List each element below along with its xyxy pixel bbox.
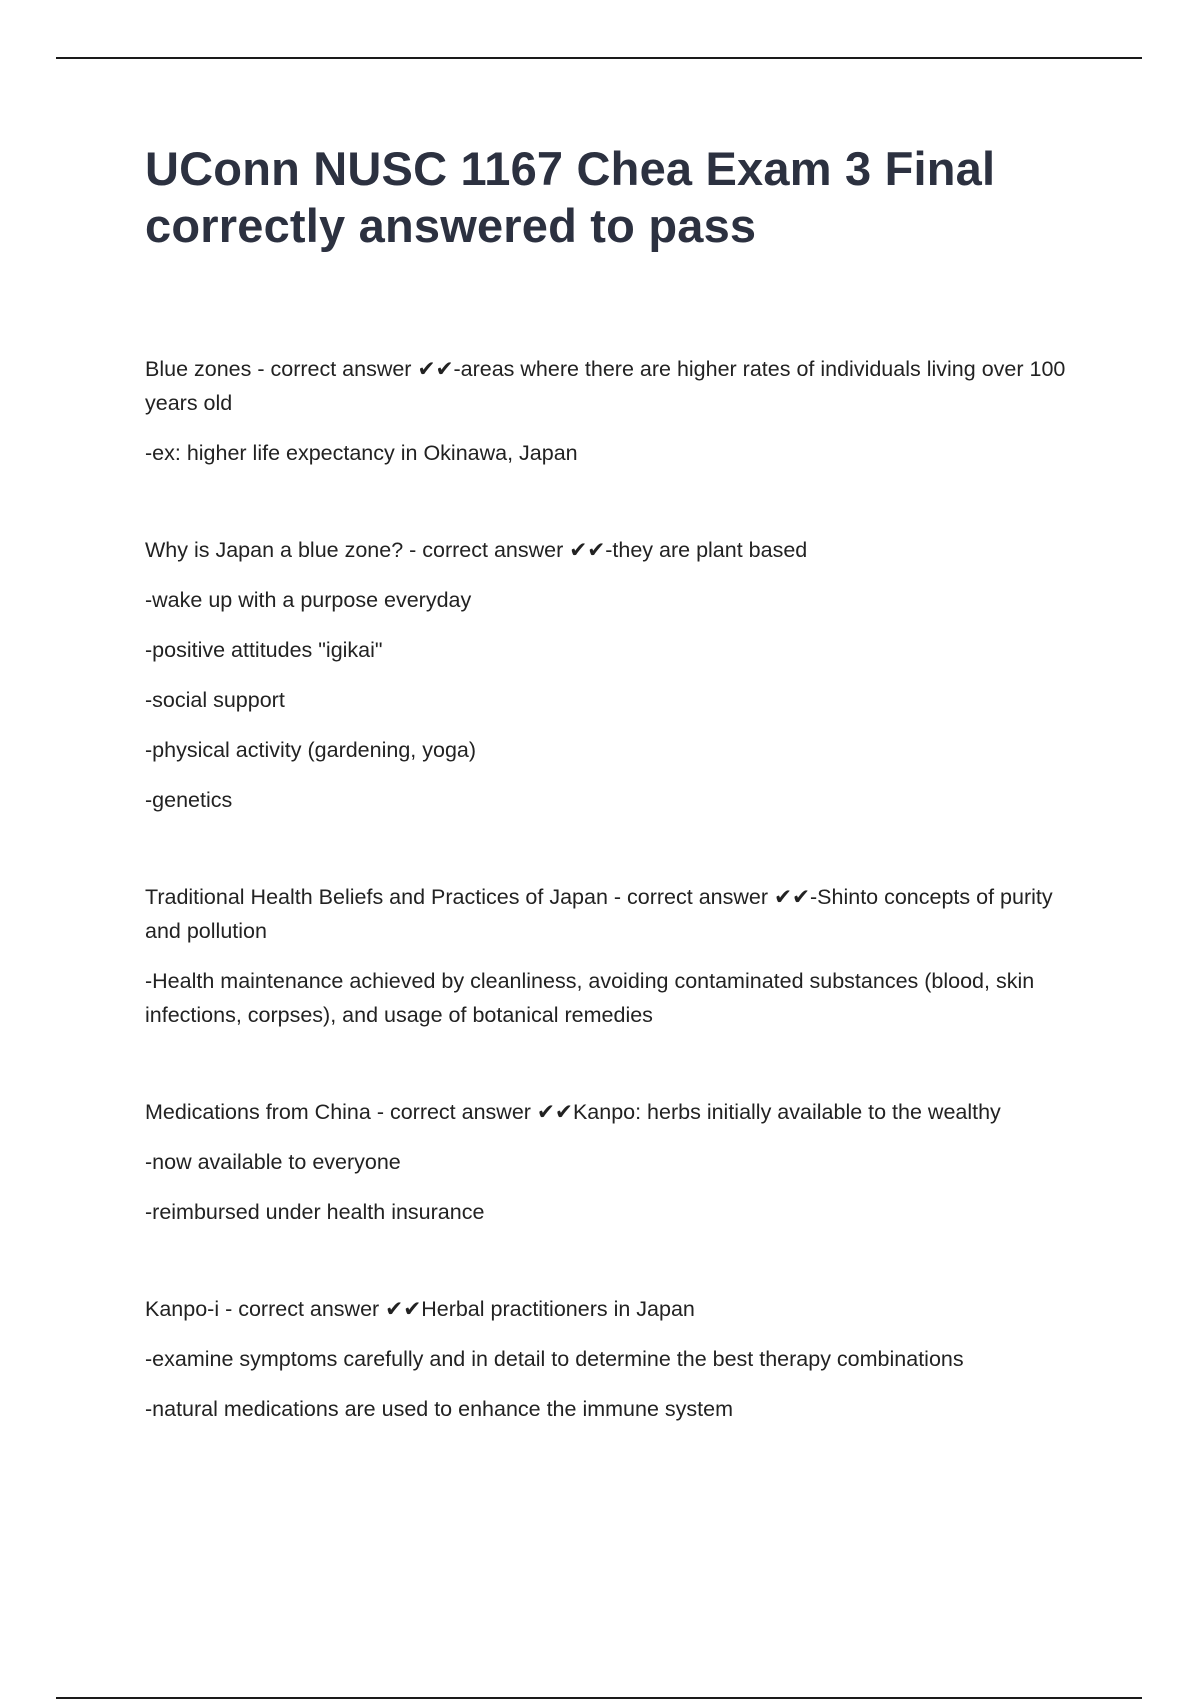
qa-question: Kanpo-i - correct answer ✔✔Herbal practitioners in Japan [145,1297,695,1321]
qa-detail: -social support [145,688,285,712]
qa-detail: -natural medications are used to enhance the immune system [145,1397,733,1421]
qa-question: Medications from China - correct answer ✔✔Kanpo: herbs initially available to the wealthy [145,1100,1001,1124]
bottom-rule [56,1697,1142,1699]
qa-detail: -ex: higher life expectancy in Okinawa, Japan [145,441,578,465]
top-rule [56,57,1142,59]
qa-detail: -positive attitudes "igikai" [145,638,383,662]
qa-item [145,1292,1085,1426]
qa-question: Blue zones - correct answer ✔✔-areas where there are higher rates of individuals living over 100 years old [145,357,1066,415]
qa-detail: -Health maintenance achieved by cleanliness, avoiding contaminated substances (blood, skin infections, corpses), and usage of botanical remedies [145,969,1035,1027]
qa-detail: -wake up with a purpose everyday [145,588,472,612]
qa-item [145,1095,1085,1229]
qa-item [145,880,1085,1032]
qa-detail: -genetics [145,788,233,812]
document-body [145,140,1085,1489]
qa-detail: -reimbursed under health insurance [145,1200,485,1224]
qa-item [145,533,1085,817]
document-title: UConn NUSC 1167 Chea Exam 3 Final correctly answered to pass [145,142,996,252]
qa-list [145,352,1085,1426]
qa-detail: -now available to everyone [145,1150,401,1174]
qa-question: Traditional Health Beliefs and Practices of Japan - correct answer ✔✔-Shinto concepts of purity and pollution [145,885,1053,943]
qa-question: Why is Japan a blue zone? - correct answer ✔✔-they are plant based [145,538,808,562]
qa-item [145,352,1085,470]
qa-detail: -physical activity (gardening, yoga) [145,738,477,762]
qa-detail: -examine symptoms carefully and in detail to determine the best therapy combinations [145,1347,964,1371]
